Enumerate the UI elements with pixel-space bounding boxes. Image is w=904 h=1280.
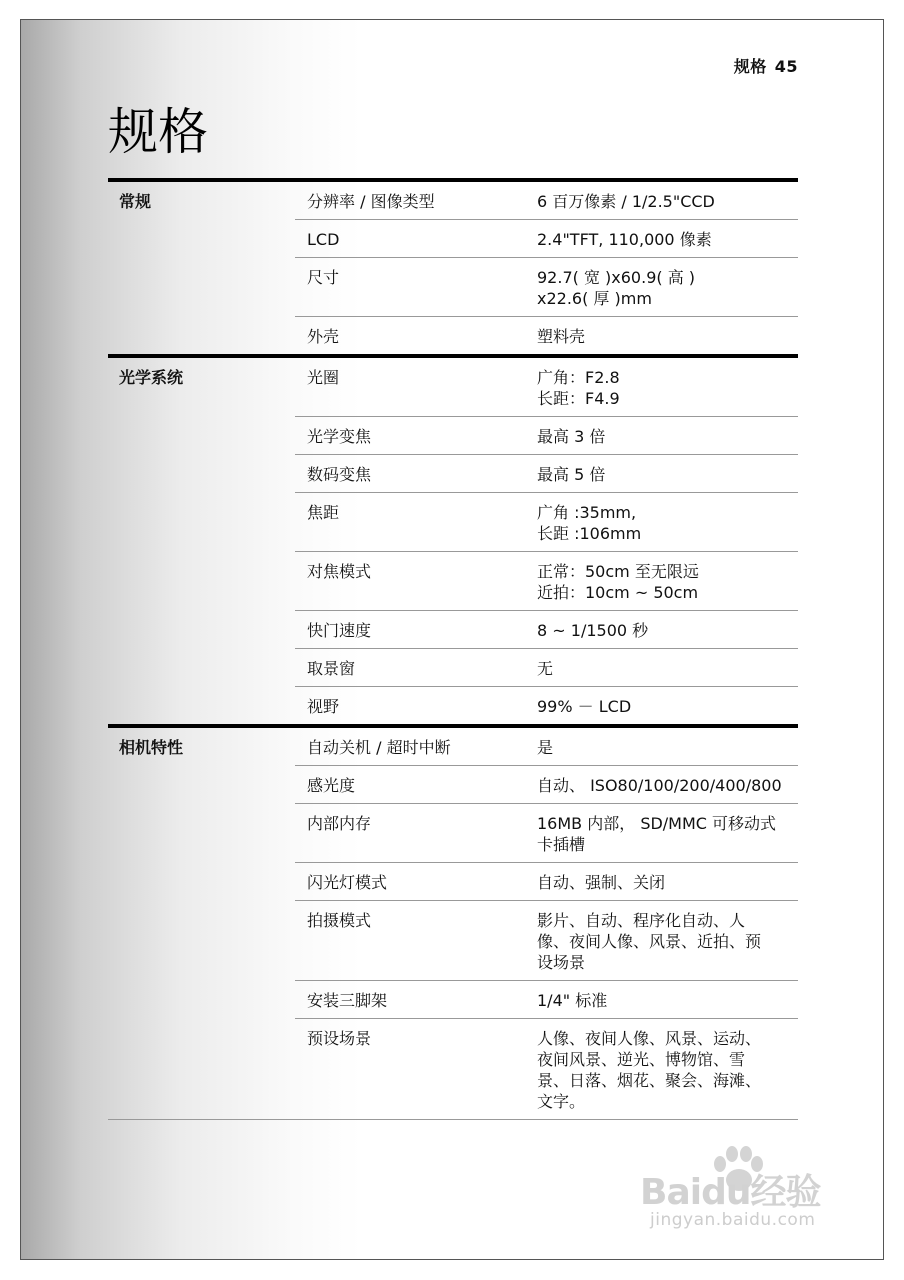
- spec-row: [108, 180, 798, 220]
- spec-value: [537, 766, 798, 804]
- watermark: [640, 1150, 860, 1240]
- spec-value-line: 6 百万像素 / 1/2.5"CCD: [537, 192, 715, 211]
- spec-category: [108, 611, 295, 649]
- spec-value-line: 长距：F4.9: [537, 389, 620, 408]
- spec-value: [537, 220, 798, 258]
- spec-value: [537, 611, 798, 649]
- spec-category: [108, 455, 295, 493]
- spec-category: 常规: [108, 180, 295, 220]
- spec-row: [108, 552, 798, 611]
- spec-row: [108, 687, 798, 727]
- spec-category: [108, 317, 295, 357]
- spec-row: [108, 493, 798, 552]
- spec-item: 感光度: [295, 766, 537, 804]
- spec-value-line: 广角：F2.8: [537, 368, 620, 387]
- spec-row: [108, 649, 798, 687]
- spec-category: [108, 804, 295, 863]
- spec-category: [108, 901, 295, 981]
- spec-value-line: 人像、夜间人像、风景、运动、: [537, 1029, 762, 1048]
- spec-row: [108, 1019, 798, 1120]
- spec-item: 对焦模式: [295, 552, 537, 611]
- spec-row: [108, 981, 798, 1019]
- header-section: 规格: [733, 57, 767, 76]
- spec-item: 预设场景: [295, 1019, 537, 1120]
- spec-value-line: 1/4" 标准: [537, 991, 608, 1010]
- spec-row: [108, 766, 798, 804]
- spec-value-line: 影片、自动、程序化自动、人: [537, 911, 746, 930]
- spec-item: 闪光灯模式: [295, 863, 537, 901]
- spec-category: [108, 981, 295, 1019]
- spec-item: 安装三脚架: [295, 981, 537, 1019]
- spec-value: [537, 649, 798, 687]
- spec-value-line: 卡插槽: [537, 835, 586, 854]
- spec-value-line: 99% － LCD: [537, 697, 632, 716]
- spec-value-line: 自动、 ISO80/100/200/400/800: [537, 776, 782, 795]
- spec-value-line: 最高 5 倍: [537, 465, 606, 484]
- spec-value-line: 无: [537, 659, 554, 678]
- spec-value-line: 像、夜间人像、风景、近拍、预: [537, 932, 762, 951]
- spec-category: 光学系统: [108, 356, 295, 417]
- spec-row: [108, 258, 798, 317]
- spec-value: [537, 455, 798, 493]
- spec-row: [108, 901, 798, 981]
- spec-row: [108, 220, 798, 258]
- spec-value: [537, 1019, 798, 1120]
- spec-value-line: 设场景: [537, 953, 586, 972]
- spec-value-line: 最高 3 倍: [537, 427, 606, 446]
- spec-item: 数码变焦: [295, 455, 537, 493]
- spec-value-line: 景、日落、烟花、聚会、海滩、: [537, 1071, 762, 1090]
- spec-row: [108, 317, 798, 357]
- spec-value: [537, 726, 798, 766]
- spec-item: 拍摄模式: [295, 901, 537, 981]
- spec-value-line: x22.6( 厚 )mm: [537, 289, 652, 308]
- spec-item: 尺寸: [295, 258, 537, 317]
- spec-item: 光圈: [295, 356, 537, 417]
- spec-table: [108, 178, 798, 1120]
- spec-item: 光学变焦: [295, 417, 537, 455]
- spec-row: [108, 356, 798, 417]
- spec-category: [108, 493, 295, 552]
- spec-value-line: 自动、强制、关闭: [537, 873, 666, 892]
- spec-category: [108, 417, 295, 455]
- spec-item: 视野: [295, 687, 537, 727]
- spec-item: 取景窗: [295, 649, 537, 687]
- header-page-number: 45: [774, 57, 798, 76]
- watermark-url: jingyan.baidu.com: [650, 1210, 816, 1230]
- spec-category: [108, 220, 295, 258]
- spec-category: [108, 552, 295, 611]
- spec-category: [108, 687, 295, 727]
- spec-value-line: 近拍：10cm ~ 50cm: [537, 583, 699, 602]
- spec-item: 内部内存: [295, 804, 537, 863]
- spec-value-line: 2.4"TFT, 110,000 像素: [537, 230, 712, 249]
- spec-value: [537, 417, 798, 455]
- spec-row: [108, 611, 798, 649]
- watermark-logo: Baidu经验: [640, 1172, 821, 1213]
- spec-value-line: 正常：50cm 至无限远: [537, 562, 699, 581]
- spec-value: [537, 901, 798, 981]
- spec-value-line: 广角 :35mm,: [537, 503, 637, 522]
- spec-value-line: 是: [537, 738, 554, 757]
- spec-value: [537, 981, 798, 1019]
- spec-value-line: 8 ~ 1/1500 秒: [537, 621, 649, 640]
- spec-row: [108, 863, 798, 901]
- spec-item: 自动关机 / 超时中断: [295, 726, 537, 766]
- running-header: [734, 54, 798, 77]
- spec-item: 分辨率 / 图像类型: [295, 180, 537, 220]
- spec-value: [537, 552, 798, 611]
- spec-value-line: 16MB 内部， SD/MMC 可移动式: [537, 814, 777, 833]
- spec-item: LCD: [295, 220, 537, 258]
- spec-category: 相机特性: [108, 726, 295, 766]
- spec-row: [108, 726, 798, 766]
- spec-value: [537, 258, 798, 317]
- spec-item: 快门速度: [295, 611, 537, 649]
- spec-row: [108, 455, 798, 493]
- spec-value: [537, 180, 798, 220]
- page-title: 规格: [108, 103, 208, 161]
- spec-value-line: 长距 :106mm: [537, 524, 642, 543]
- spec-item: 焦距: [295, 493, 537, 552]
- spec-item: 外壳: [295, 317, 537, 357]
- spec-category: [108, 258, 295, 317]
- spec-value: [537, 493, 798, 552]
- spec-value-line: 文字。: [537, 1092, 586, 1111]
- spec-value: [537, 317, 798, 357]
- spec-category: [108, 863, 295, 901]
- spec-category: [108, 1019, 295, 1120]
- spec-category: [108, 766, 295, 804]
- spec-category: [108, 649, 295, 687]
- spec-value: [537, 356, 798, 417]
- spec-row: [108, 417, 798, 455]
- spec-value-line: 塑料壳: [537, 327, 586, 346]
- spec-value: [537, 804, 798, 863]
- spec-value: [537, 687, 798, 727]
- spec-value: [537, 863, 798, 901]
- spec-value-line: 夜间风景、逆光、博物馆、雪: [537, 1050, 746, 1069]
- spec-row: [108, 804, 798, 863]
- spec-value-line: 92.7( 宽 )x60.9( 高 ): [537, 268, 696, 287]
